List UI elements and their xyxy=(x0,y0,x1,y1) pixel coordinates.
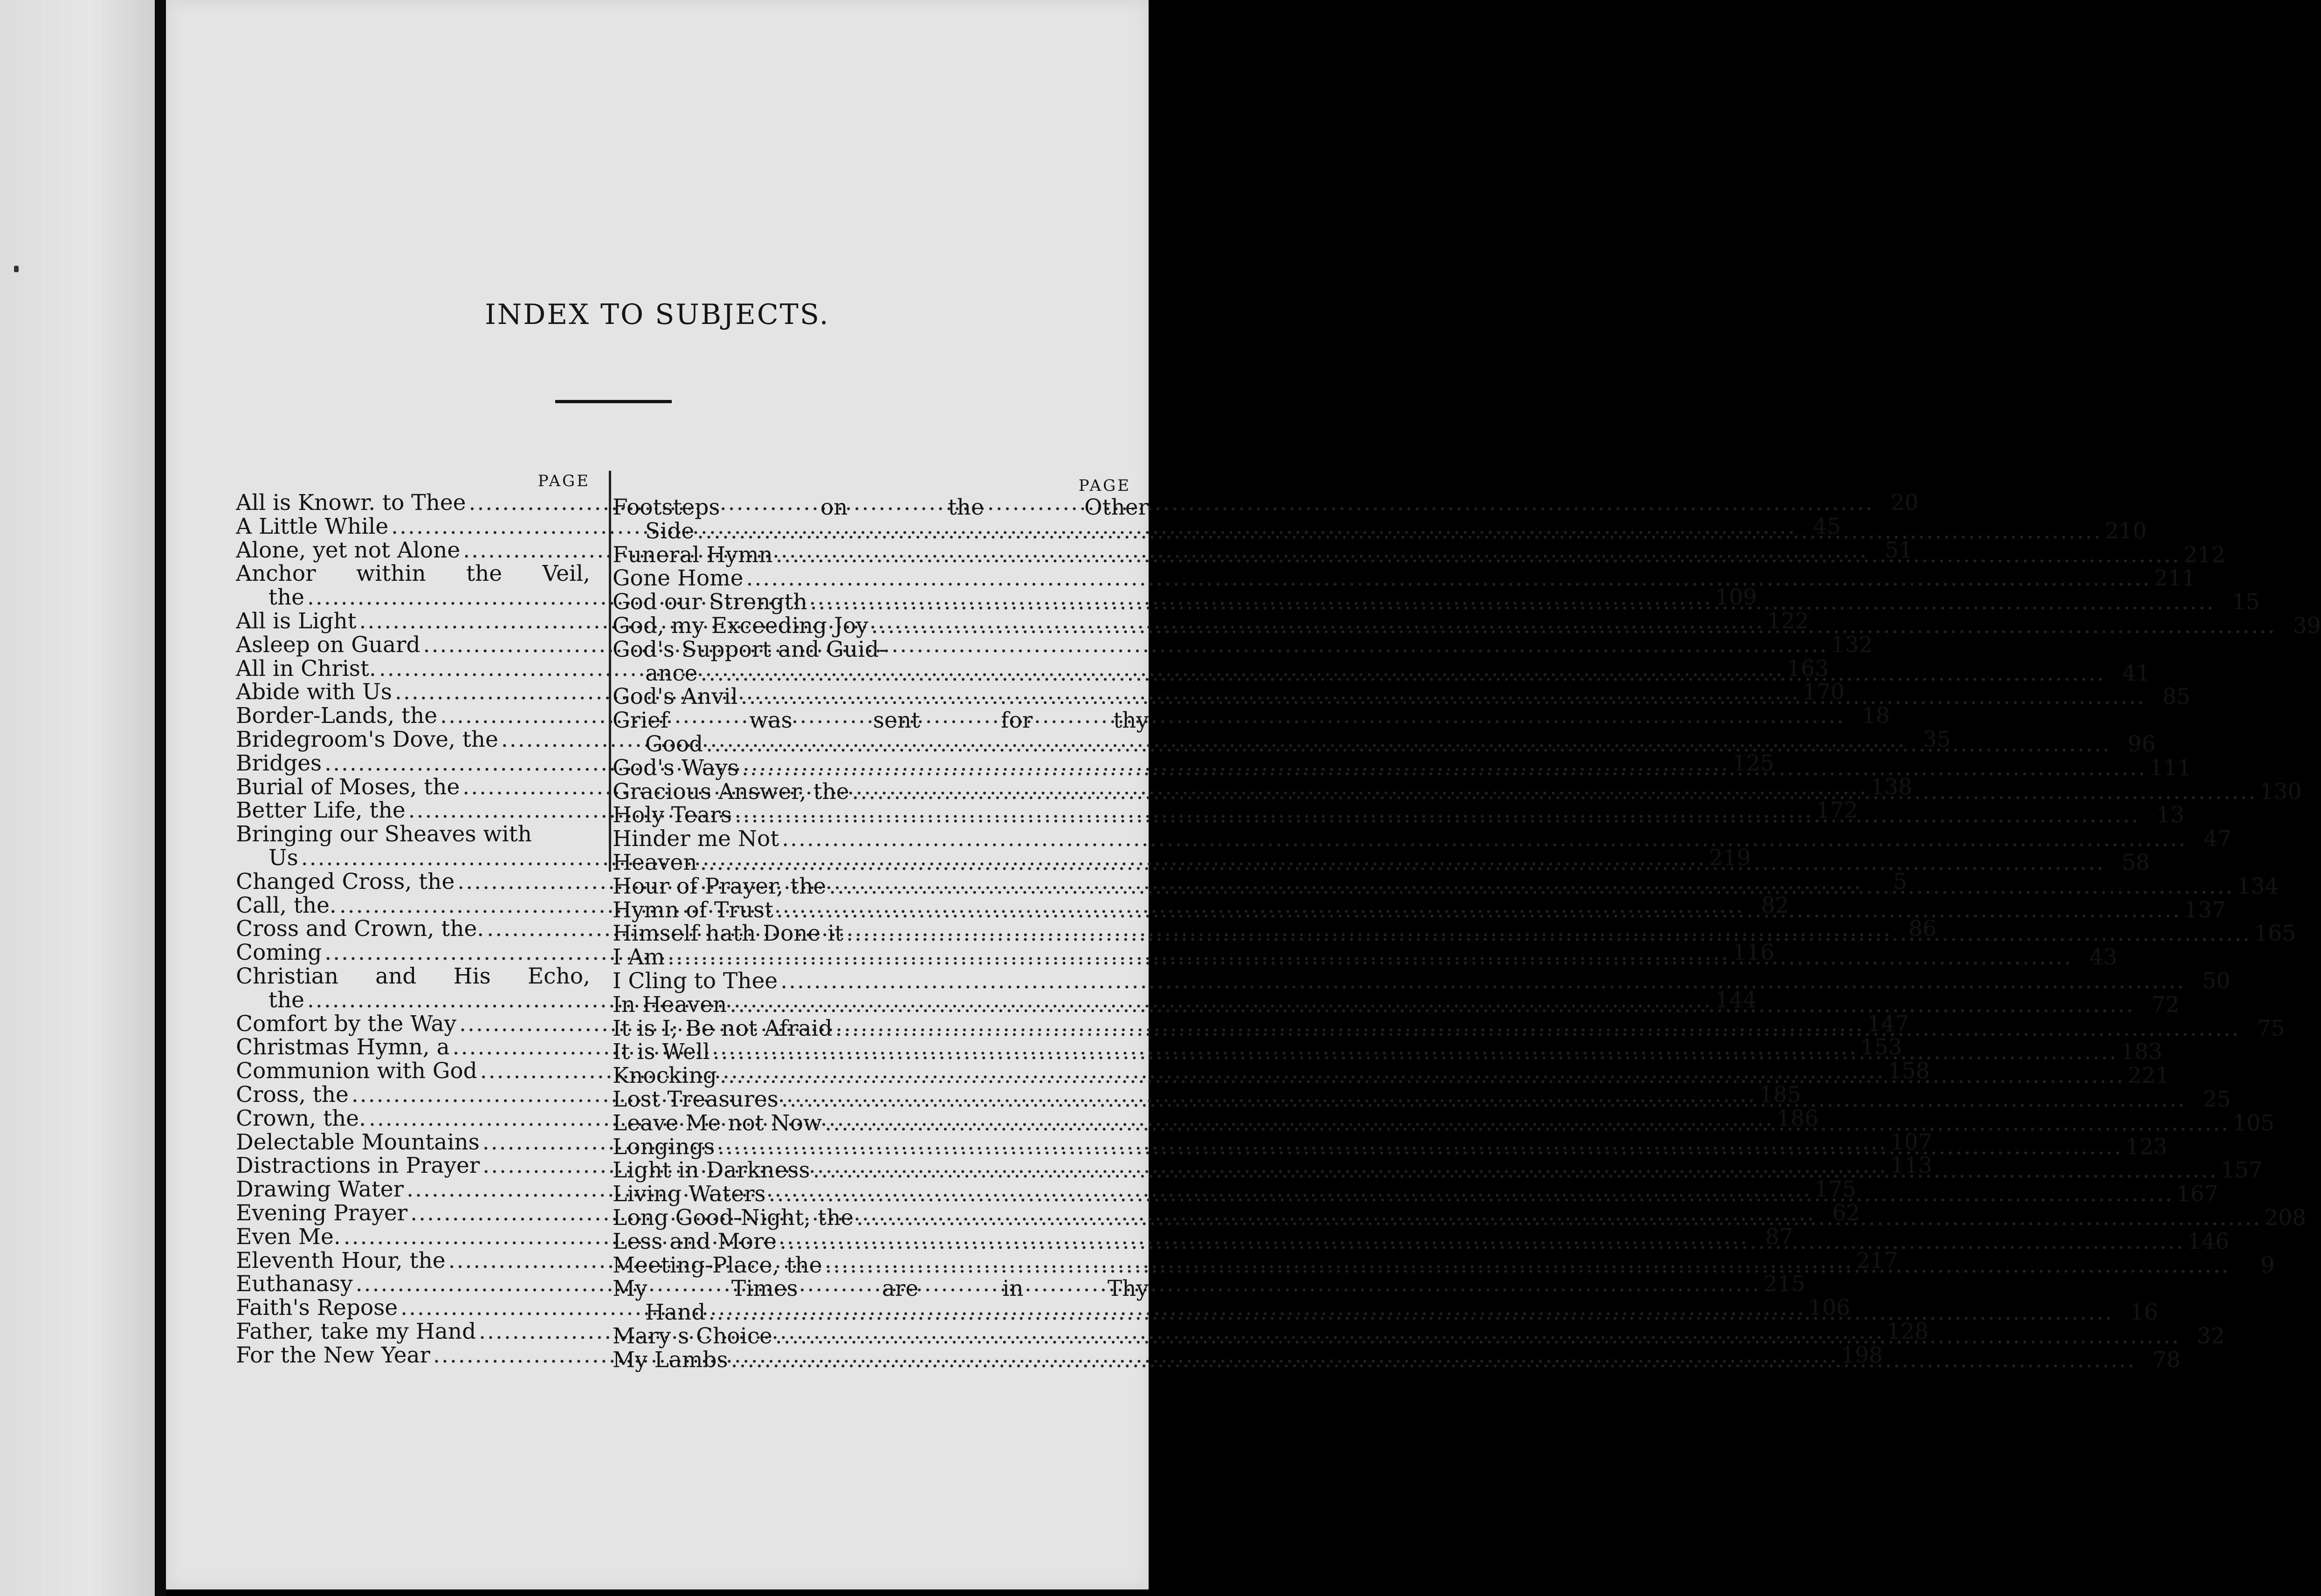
dot-leader xyxy=(775,1325,2180,1348)
entry-page-number: 215 xyxy=(1763,1271,1805,1297)
entry-title: Living Waters xyxy=(613,1181,766,1207)
page-title: INDEX TO SUBJECTS. xyxy=(485,298,830,331)
entry-title: Holy Tears xyxy=(613,802,732,828)
entry-page-number: 144 xyxy=(1715,987,1757,1013)
entry-title: God, my Exceeding Joy xyxy=(613,612,868,639)
entry-title: Drawing Water xyxy=(236,1176,404,1203)
entry-title-continued: Hand xyxy=(645,1300,706,1326)
entry-page-number: 111 xyxy=(2149,755,2191,781)
dot-leader xyxy=(779,1230,2184,1254)
entry-title: All is Knowr. to Thee xyxy=(236,490,466,516)
entry-title-line xyxy=(236,965,590,989)
entry-title: Funeral Hymn xyxy=(613,542,773,568)
entry-page-number: 147 xyxy=(1867,1011,1909,1037)
entry-title-word: His xyxy=(453,963,491,989)
entry-title-line xyxy=(613,496,1149,520)
index-entry xyxy=(613,565,2196,592)
entry-title: I Cling to Thee xyxy=(613,968,778,994)
entry-title: Eleventh Hour, the xyxy=(236,1247,446,1273)
entry-page-number: 9 xyxy=(2260,1252,2275,1278)
dot-leader xyxy=(706,733,2111,757)
index-entry xyxy=(613,968,2231,994)
entry-title: Border-Lands, the xyxy=(236,703,438,729)
dot-leader xyxy=(835,1017,2240,1041)
entry-title-line xyxy=(613,709,1149,733)
entry-title: God's Anvil xyxy=(613,684,738,710)
entry-title: Father, take my Hand xyxy=(236,1318,476,1344)
entry-page-number: 18 xyxy=(1862,703,1890,729)
entry-page-number: 221 xyxy=(2128,1063,2169,1089)
dot-leader xyxy=(776,899,2181,922)
entry-title: Better Life, the xyxy=(236,798,406,824)
dot-leader xyxy=(829,875,2234,899)
entry-title-word: sent xyxy=(873,708,920,734)
page-column-label: PAGE xyxy=(1078,476,1131,495)
dot-leader xyxy=(700,851,2105,875)
entry-title: Evening Prayer xyxy=(236,1200,408,1226)
entry-page-number: 43 xyxy=(2089,944,2117,970)
entry-page-number: 107 xyxy=(1890,1129,1932,1155)
entry-title-continued: the xyxy=(269,987,304,1013)
entry-title-continued: Good xyxy=(645,731,703,757)
entry-title-word: was xyxy=(749,708,792,734)
entry-title: All is Light xyxy=(236,608,357,634)
entry-page-number: 123 xyxy=(2125,1134,2168,1160)
entry-title-word: on xyxy=(820,495,848,520)
entry-page-number: 39 xyxy=(2293,612,2321,639)
entry-title: Christmas Hymn, a xyxy=(236,1034,450,1060)
dot-leader xyxy=(742,757,2147,780)
entry-title: Comfort by the Way xyxy=(236,1011,457,1037)
entry-page-number: 45 xyxy=(1813,513,1841,539)
entry-title: Longings xyxy=(613,1134,715,1160)
entry-title: Hymn of Trust xyxy=(613,897,774,923)
entry-page-number: 167 xyxy=(2176,1181,2218,1207)
entry-page-number: 211 xyxy=(2154,565,2196,592)
dot-leader xyxy=(781,1088,2186,1112)
dot-leader xyxy=(713,1040,2118,1064)
entry-title: Hour of Prayer, the xyxy=(613,873,826,899)
entry-title: Gracious Answer, the xyxy=(613,778,849,805)
entry-title: Lost Treasures xyxy=(613,1086,778,1112)
dot-leader xyxy=(717,1135,2122,1159)
dot-leader xyxy=(668,946,2073,970)
dot-leader xyxy=(825,1254,2230,1278)
entry-title: God's Ways xyxy=(613,755,739,781)
entry-title-word: God's Support and Guid- xyxy=(613,636,887,662)
entry-title-line xyxy=(236,823,590,846)
entry-title-continued: the xyxy=(269,585,304,611)
entry-page-number: 62 xyxy=(1832,1200,1860,1226)
entry-page-number: 86 xyxy=(1908,916,1937,942)
entry-title: Leave Me not Now xyxy=(613,1110,822,1136)
entry-page-number: 183 xyxy=(2121,1039,2163,1065)
entry-title: Less and More xyxy=(613,1228,777,1254)
entry-title: God our Strength xyxy=(613,589,807,615)
entry-title-word: in xyxy=(1002,1276,1024,1302)
entry-page-number: 219 xyxy=(1708,845,1751,871)
dot-leader xyxy=(776,543,2181,567)
entry-title: Himself hath Done it xyxy=(613,921,844,947)
entry-title-line xyxy=(613,638,1149,662)
entry-title: It is Well xyxy=(613,1039,710,1065)
dot-leader xyxy=(700,662,2105,686)
entry-page-number: 153 xyxy=(1860,1034,1902,1060)
entry-title: It is I; Be not Afraid xyxy=(613,1015,833,1041)
dot-leader xyxy=(846,922,2251,946)
entry-title: Communion with God xyxy=(236,1058,477,1084)
entry-title: Distractions in Prayer xyxy=(236,1153,480,1179)
entry-title: Gone Home xyxy=(613,565,744,592)
dot-leader xyxy=(769,1183,2174,1206)
entry-page-number: 116 xyxy=(1732,940,1775,966)
entry-page-number: 125 xyxy=(1732,750,1775,776)
entry-page-number: 25 xyxy=(2203,1086,2231,1112)
entry-page-number: 50 xyxy=(2202,968,2231,994)
entry-page-number: 15 xyxy=(2231,589,2260,615)
entry-page-number: 106 xyxy=(1808,1295,1851,1321)
entry-title: Even Me. xyxy=(236,1224,341,1250)
entry-title: Asleep on Guard xyxy=(236,632,420,658)
entry-title-line xyxy=(236,562,590,586)
entry-title-word: Other xyxy=(1084,495,1149,520)
entry-page-number: 16 xyxy=(2130,1300,2158,1326)
entry-title-word: Bringing our Sheaves with xyxy=(236,821,532,847)
dot-leader xyxy=(708,1301,2113,1325)
entry-page-number: 137 xyxy=(2184,897,2226,923)
entry-title: My Lambs xyxy=(613,1347,728,1373)
dot-leader xyxy=(746,567,2151,591)
page-column-label: PAGE xyxy=(537,472,590,490)
dot-leader xyxy=(810,591,2215,614)
entry-page-number: 185 xyxy=(1759,1081,1801,1108)
entry-page-number: 186 xyxy=(1777,1105,1818,1131)
entry-title-word: Footsteps xyxy=(613,495,720,520)
entry-page-number: 165 xyxy=(2254,921,2296,947)
entry-page-number: 5 xyxy=(1893,868,1908,894)
entry-page-number: 158 xyxy=(1887,1058,1930,1084)
entry-page-number: 217 xyxy=(1856,1247,1898,1273)
entry-title: In Heaven xyxy=(613,991,727,1018)
entry-title-word: Christian xyxy=(236,963,339,989)
dot-leader xyxy=(720,1064,2125,1088)
entry-page-number: 47 xyxy=(2204,826,2232,852)
dot-leader xyxy=(813,1159,2218,1183)
entry-title: Cross, the xyxy=(236,1081,349,1108)
entry-page-number: 78 xyxy=(2152,1347,2181,1373)
entry-title: Call, the. xyxy=(236,892,337,918)
dot-leader xyxy=(730,993,2135,1017)
index-entry xyxy=(613,826,2232,852)
entry-title-word: the xyxy=(948,495,984,520)
entry-title-word: Echo, xyxy=(527,963,590,989)
entry-title: Long Good-Night, the xyxy=(613,1204,854,1231)
column-divider xyxy=(609,471,611,872)
entry-page-number: 132 xyxy=(1831,632,1873,658)
entry-title-word: Thy xyxy=(1107,1276,1149,1302)
entry-page-number: 210 xyxy=(2105,518,2147,544)
entry-title-continued: Side xyxy=(645,518,695,544)
entry-title-word: Veil, xyxy=(542,561,590,587)
entry-title: Hinder me Not xyxy=(613,826,779,852)
entry-title: For the New Year xyxy=(236,1342,431,1368)
entry-title-word: and xyxy=(375,963,417,989)
entry-page-number: 41 xyxy=(2122,660,2150,686)
entry-title-word: within xyxy=(356,561,426,587)
entry-title: Changed Cross, the xyxy=(236,868,455,894)
entry-title: Euthanasy xyxy=(236,1271,353,1297)
entry-page-number: 172 xyxy=(1816,798,1858,824)
dot-leader xyxy=(780,970,2185,993)
entry-title: Cross and Crown, the. xyxy=(236,916,484,942)
dot-leader xyxy=(741,685,2146,709)
entry-page-number: 75 xyxy=(2257,1015,2285,1041)
entry-page-number: 105 xyxy=(2232,1110,2275,1136)
entry-title-word: for xyxy=(1001,708,1033,734)
book-gutter xyxy=(155,0,166,1596)
entry-page-number: 85 xyxy=(2162,684,2190,710)
entry-title-word: Grief xyxy=(613,708,669,734)
entry-title: Mary s Choice xyxy=(613,1323,772,1349)
entry-page-number: 113 xyxy=(1890,1153,1933,1179)
entry-page-number: 212 xyxy=(2183,542,2225,568)
entry-title-word: Times xyxy=(731,1276,798,1302)
entry-title: Heaven xyxy=(613,849,697,875)
entry-title: All in Christ. xyxy=(236,655,376,681)
entry-page-number: 130 xyxy=(2259,778,2302,805)
entry-page-number: 175 xyxy=(1814,1176,1857,1203)
entry-page-number: 109 xyxy=(1715,585,1757,611)
dot-leader xyxy=(856,1206,2261,1230)
entry-title: I Am xyxy=(613,944,665,970)
entry-page-number: 208 xyxy=(2264,1204,2307,1231)
entry-title: Alone, yet not Alone xyxy=(236,537,461,563)
entry-title: Light in Darkness xyxy=(613,1157,810,1183)
title-rule xyxy=(555,400,672,403)
entry-title: Delectable Mountains xyxy=(236,1129,480,1155)
entry-title-line xyxy=(613,1277,1149,1301)
entry-title-continued: Us xyxy=(269,845,298,871)
entry-page-number: 157 xyxy=(2220,1157,2263,1183)
entry-title-word: are xyxy=(882,1276,919,1302)
entry-page-number: 122 xyxy=(1767,608,1809,634)
entry-page-number: 198 xyxy=(1841,1342,1883,1368)
entry-title: Knocking xyxy=(613,1063,717,1089)
entry-title: Bridegroom's Dove, the xyxy=(236,726,498,752)
entry-title-continued: ance xyxy=(645,660,698,686)
entry-page-number: 134 xyxy=(2237,873,2279,899)
entry-title-word: the xyxy=(466,561,503,587)
entry-title: Bridges xyxy=(236,750,322,776)
dot-leader xyxy=(731,1348,2136,1372)
entry-title: Burial of Moses, the xyxy=(236,774,460,800)
entry-page-number: 58 xyxy=(2121,849,2150,875)
entry-page-number: 35 xyxy=(1922,726,1951,752)
facing-page xyxy=(0,0,155,1596)
ink-speck xyxy=(14,266,19,272)
entry-page-number: 96 xyxy=(2128,731,2156,757)
dot-leader xyxy=(735,804,2140,827)
entry-page-number: 146 xyxy=(2187,1228,2230,1254)
entry-title: Abide with Us xyxy=(236,679,392,705)
entry-title-word: thy xyxy=(1113,708,1149,734)
entry-page-number: 87 xyxy=(1765,1224,1793,1250)
dot-leader xyxy=(782,827,2187,851)
dot-leader xyxy=(871,614,2276,638)
dot-leader xyxy=(825,1112,2230,1135)
entry-page-number: 138 xyxy=(1870,774,1913,800)
entry-page-number: 20 xyxy=(1890,490,1919,516)
entry-page-number: 51 xyxy=(1885,537,1913,563)
index-page xyxy=(166,0,2321,1589)
entry-page-number: 163 xyxy=(1787,655,1829,681)
entry-title: A Little While xyxy=(236,513,389,539)
entry-title: Meeting-Place, the xyxy=(613,1252,822,1278)
entry-page-number: 128 xyxy=(1887,1318,1929,1344)
entry-page-number: 170 xyxy=(1803,679,1845,705)
entry-title: Faith's Repose xyxy=(236,1295,398,1321)
entry-page-number: 13 xyxy=(2156,802,2184,828)
entry-page-number: 82 xyxy=(1761,892,1789,918)
entry-title: Crown, the. xyxy=(236,1105,366,1131)
entry-page-number: 32 xyxy=(2197,1323,2225,1349)
entry-title: Coming xyxy=(236,940,322,966)
entry-title-word: My xyxy=(613,1276,647,1302)
dot-leader xyxy=(852,780,2257,804)
index-entry xyxy=(613,873,2279,899)
entry-page-number: 72 xyxy=(2151,991,2180,1018)
entry-title-word: Anchor xyxy=(236,561,316,587)
dot-leader xyxy=(697,520,2102,543)
